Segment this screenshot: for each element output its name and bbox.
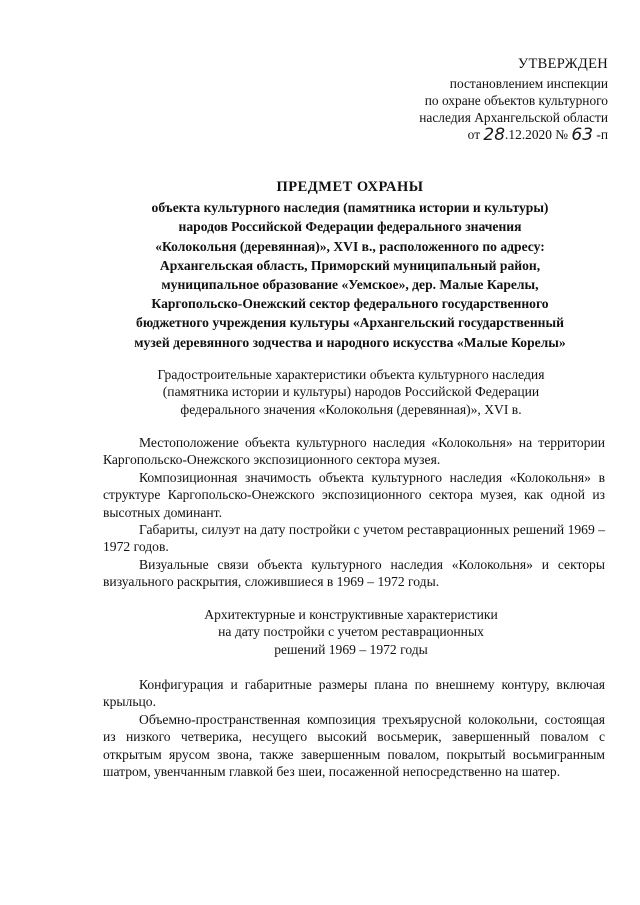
paragraph-location: Местоположение объекта культурного наследия «Колокольня» на территории Каргопольско-Онежского экспозиционного сектора музея. [103,435,605,468]
paragraph-composition: Композиционная значимость объекта культурного наследия «Колокольня» в структуре Каргопольско-Онежского экспозиционного сектора музея, как одной из высотных доминант. [103,470,605,520]
subject-line: музей деревянного зодчества и народного искусства «Малые Корелы» [134,334,566,350]
date-rest: .12.2020 № [505,127,572,142]
subject-line: муниципальное образование «Уемское», дер. Малые Карелы, [161,277,539,293]
subject-title-block [60,178,640,352]
paragraph-volume-composition: Объемно-пространственная композиция трехъярусной колокольни, состоящая из низкого четверика, несущего высокий восьмерик, завершенный повалом с открытым ярусом звона, также завершенным повалом, покрытый восьмигранным шатром, увенчанным главкой без шеи, посаженной непосредственно на шатер. [103,712,605,780]
paragraph-visual-links: Визуальные связи объекта культурного наследия «Колокольня» и секторы визуального раскрытия, сложившиеся в 1969 – 1972 годы. [103,557,605,590]
approval-line-3: наследия Архангельской области [419,110,608,125]
decree-number-handwritten: 63 [571,125,594,145]
subject-line: объекта культурного наследия (памятника истории и культуры) [151,200,549,216]
section-2-heading-line: на дату постройки с учетом реставрационных [218,624,484,640]
date-prefix: от [467,127,484,142]
subject-line: «Колокольня (деревянная)», XVI в., расположенного по адресу: [155,238,545,254]
paragraph-configuration: Конфигурация и габаритные размеры плана по внешнему контуру, включая крыльцо. [103,677,605,710]
section-2-heading [96,606,606,658]
approval-title: УТВЕРЖДЕН [517,56,608,72]
section-1-heading-line: федерального значения «Колокольня (деревянная)», XVI в. [180,401,522,417]
subject-line: народов Российской Федерации федерального значения [178,219,522,235]
approval-line-1: постановлением инспекции [449,76,608,91]
section-1-heading-line: Градостроительные характеристики объекта культурного наследия [157,367,545,382]
approval-stamp [340,56,608,143]
approval-date-line [340,126,608,143]
date-day-handwritten: 28 [483,125,506,145]
section-1-heading-line: (памятника истории и культуры) народов Российской Федерации [162,384,540,400]
subject-line: бюджетного учреждения культуры «Архангельский государственный [136,315,564,331]
section-2-heading-line: Архитектурные и конструктивные характеристики [204,607,498,622]
decree-suffix: -п [593,127,608,142]
subject-line: Архангельская область, Приморский муниципальный район, [159,257,541,273]
paragraph-dimensions: Габариты, силуэт на дату постройки с учетом реставрационных решений 1969 – 1972 годов. [103,522,605,555]
section-1-heading [96,366,606,418]
page-title: ПРЕДМЕТ ОХРАНЫ [276,179,424,195]
approval-line-2: по охране объектов культурного [424,93,608,108]
section-2-heading-line: решений 1969 – 1972 годы [274,641,428,657]
subject-line: Каргопольско-Онежский сектор федерального государственного [151,296,549,312]
